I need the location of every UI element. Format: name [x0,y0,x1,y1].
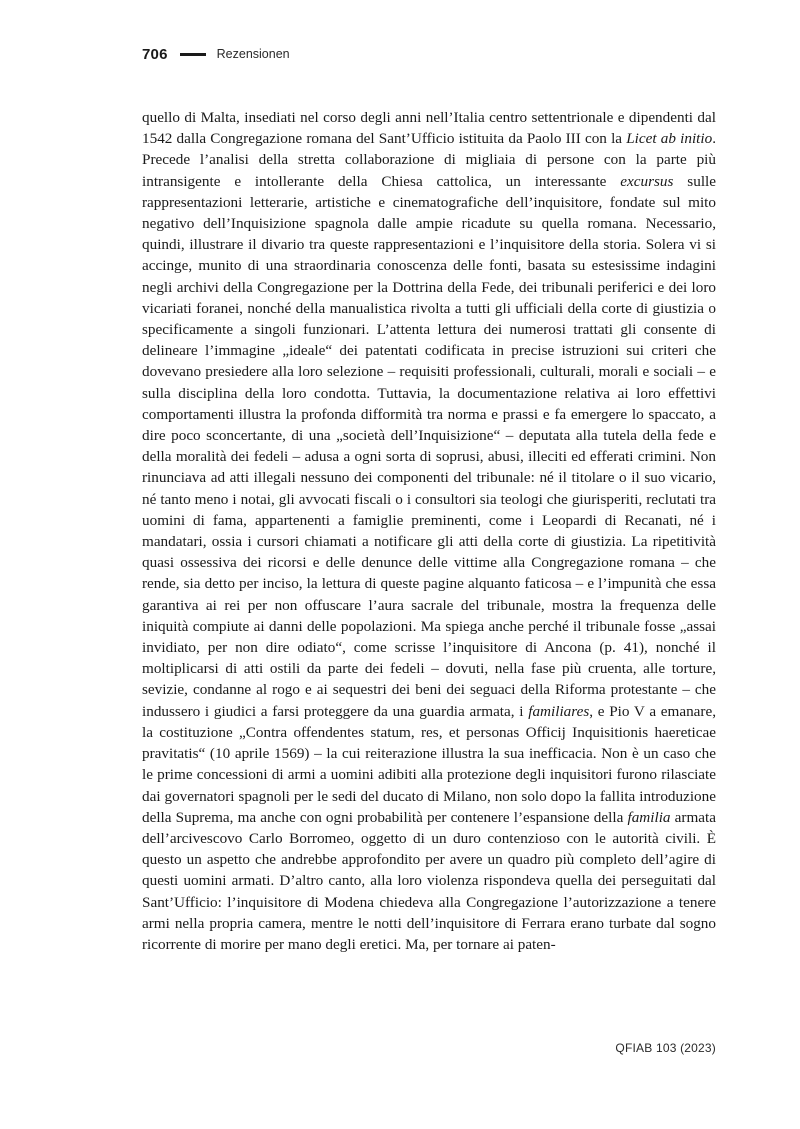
text-segment: , e Pio V a emanare, la costituzione „Contra offendentes statum, res, et personas Officij Inquisitionis haereticae pravitatis“ (10 aprile 1569) – la cui reiterazione illustra la sua inefficacia. Non è un caso che le prime concessioni di armi a uomini adibiti alla protezione degli inquisitori furono rilasciate dai governatori spagnoli per le sedi del ducato di Milano, non solo dopo la fallita introduzione della Suprema, ma anche con ogni probabilità per contenere l’espansione della [142,702,716,826]
running-head: Rezensionen [216,47,290,61]
page-footer: QFIAB 103 (2023) [615,1041,716,1055]
text-segment: . Precede l’analisi della stretta collaborazione di migliaia di persone con la parte più intransigente e intollerante della Chiesa cattolica, un interessante [142,130,716,190]
page-header [142,44,290,64]
page-number: 706 [142,45,168,63]
text-segment: sulle rappresentazioni letterarie, artistiche e cinematografiche dell’inquisitore, fondate sul mito negativo dell’Inquisizione spagnola dalle ampie ricadute su quella romana. Necessario, quindi, illustrare il divario tra queste rappresentazioni e l’inquisitore della storia. Solera vi si accinge, munito di una straordinaria conoscenza delle fonti, basata su estesissime indagini negli archivi della Congregazione per la Dottrina della Fede, dei tribunali periferici e dei loro vicariati foranei, nonché della manualistica rivolta a tutti gli ufficiali della corte di giustizia o specificamente a singoli funzionari. L’attenta lettura dei numerosi trattati gli consente di delineare l’immagine „ideale“ dei patentati codificata in precise istruzioni sui criteri che dovevano presiedere alla loro selezione – requisiti professionali, culturali, morali e sociali – e sulla disciplina della loro condotta. Tuttavia, la documentazione relativa ai loro effettivi comportamenti illustra la profonda difformità tra norma e prassi e fa emergere lo spaccato, a dire poco sconcertante, di una „società dell’Inquisizione“ – deputata alla tutela della fede e della moralità dei fedeli – adusa a ogni sorta di soprusi, abusi, illeciti ed efferati crimini. Non rinunciava ad atti illegali nessuno dei componenti del tribunale: né il titolare o il suo vicario, né tanto meno i notai, gli avvocati fiscali o i consultori sia teologi che giurisperiti, reclutati tra uomini di fama, appartenenti a famiglie preminenti, come i Leopardi di Recanati, né i mandatari, ossia i cursori chiamati a notificare gli atti della corte di giustizia. La ripetitività quasi ossessiva dei ricorsi e delle denunce delle vittime alla Congregazione romana – che rende, sia detto per inciso, la lettura di queste pagine alquanto faticosa – e l’impunità che essa garantiva ai rei per non offuscare l’aura sacrale del tribunale, mostra la frequenza delle iniquità compiute ai danni delle popolazioni. Ma spiega anche perché il tribunale fosse „assai invidiato, per non dire odiato“, come scrisse l’inquisitore di Ancona (p. 41), nonché il moltiplicarsi di atti ostili da parte dei fedeli – dovuti, nella fase più cruenta, alle torture, sevizie, condanne al rogo e ai sequestri dei beni dei seguaci della Riforma protestante – che indussero i giudici a farsi proteggere da una guardia armata, i [142,172,716,720]
header-rule [180,53,206,56]
text-segment: quello di Malta, insediati nel corso degli anni nell’Italia centro settentrionale e dipendenti dal 1542 dalla Congregazione romana del Sant’Ufficio istituita da Paolo III con la [142,109,716,148]
italic-text-segment: familia [627,808,671,826]
body-paragraph [142,107,716,955]
italic-text-segment: Licet ab initio [626,130,713,148]
italic-text-segment: familiares [528,702,590,720]
text-segment: armata dell’arcivescovo Carlo Borromeo, oggetto di un duro contenzioso con le autorità civili. È questo un aspetto che andrebbe approfondito per avere un quadro più completo dell’agire di questi uomini armati. D’altro canto, alla loro violenza rispondeva quella dei perseguitati dal Sant’Ufficio: l’inquisitore di Modena chiedeva alla Congregazione l’autorizzazione a tenere armi nella propria camera, mentre le notti dell’inquisitore di Ferrara erano turbate dal sogno ricorrente di morire per mano degli eretici. Ma, per tornare ai paten- [142,808,716,953]
italic-text-segment: excursus [620,172,674,190]
